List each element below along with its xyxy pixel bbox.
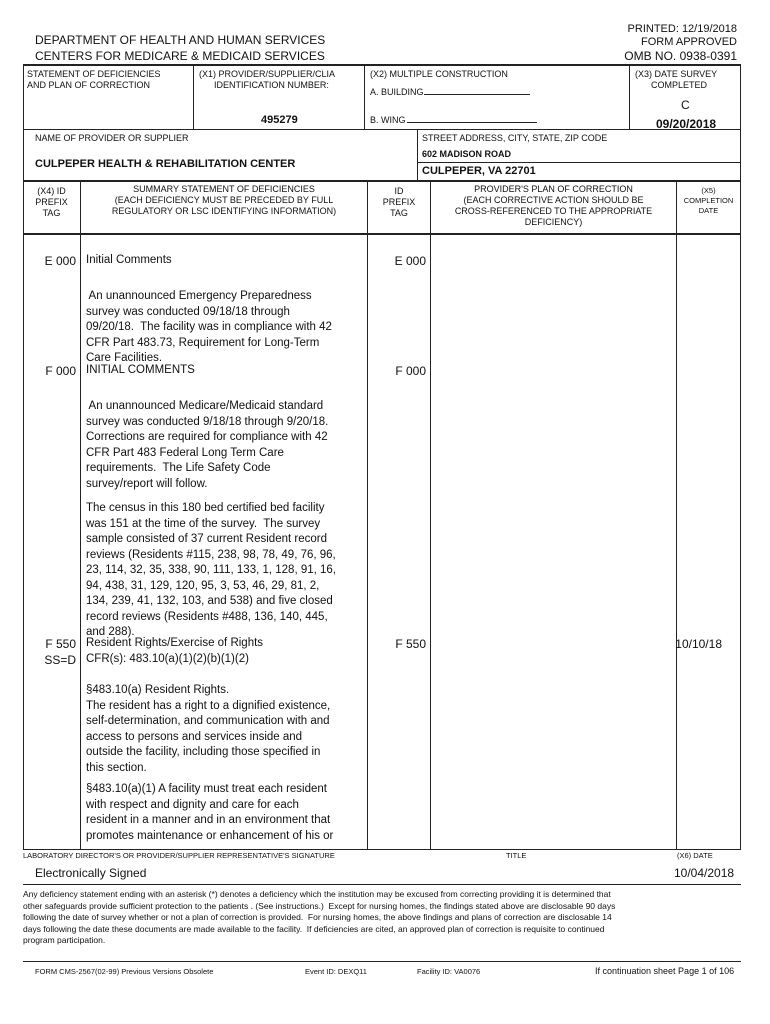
city-state-zip: CULPEPER, VA 22701 <box>422 165 536 177</box>
omb-number: OMB NO. 0938-0391 <box>624 49 737 63</box>
tag-f550: F 550 <box>45 637 76 651</box>
building-label: A. BUILDING <box>370 87 424 97</box>
survey-code: C <box>681 98 690 112</box>
wing-label: B. WING <box>370 115 406 125</box>
id-tag-f000: F 000 <box>395 364 426 378</box>
id-header: ID PREFIX TAG <box>382 186 416 218</box>
event-id: Event ID: DEXQ11 <box>305 967 367 976</box>
provider-name-label: NAME OF PROVIDER OR SUPPLIER <box>35 133 189 143</box>
e000-body: An unannounced Emergency Preparedness survey was conducted 09/18/18 through 09/20/18. The facility was in compliance with 42 CFR Part 483.73, Requirement for Long-Term Care Facilities. <box>86 290 332 364</box>
plan-header: PROVIDER'S PLAN OF CORRECTION (EACH CORRECTIVE ACTION SHOULD BE CROSS-REFERENCED TO THE APPROPRIATE DEFICIENCY) <box>454 184 653 227</box>
provider-id-number: 495279 <box>261 114 298 126</box>
f550-title: Resident Rights/Exercise of Rights CFR(s): 483.10(a)(1)(2)(b)(1)(2) <box>86 637 264 665</box>
f000-body: An unannounced Medicare/Medicaid standard survey was conducted 9/18/18 through 9/20/18. Corrections are required for compliance with 42 CFR Part 483 Federal Long Term Care requirements. The Life Safety Code survey/report will follow. <box>86 400 329 490</box>
form-number: FORM CMS-2567(02-99) Previous Versions Obsolete <box>35 967 214 976</box>
id-tag-f550: F 550 <box>395 637 426 651</box>
e000-title: Initial Comments <box>86 254 172 266</box>
statement-label: STATEMENT OF DEFICIENCIES <box>27 69 161 79</box>
signature-value: Electronically Signed <box>35 866 147 880</box>
x3-label-2: COMPLETED <box>651 80 708 90</box>
tag-e000: E 000 <box>44 254 76 268</box>
x1-label-2: IDENTIFICATION NUMBER: <box>214 80 329 90</box>
x1-label: (X1) PROVIDER/SUPPLIER/CLIA <box>199 69 336 79</box>
tag-f000: F 000 <box>45 364 76 378</box>
disclaimer: Any deficiency statement ending with an asterisk (*) denotes a deficiency which the institution may be excused from correcting providing it is determined that other safeguards provide sufficient protection to the patients . (See instructions.) Except for nursing homes, the findings stated above are disclosable 90 days following the date of survey whether or not a plan of correction is provided. For nursing homes, the above findings and plans of correction are disclosable 14 days following the date these documents are made available to the facility. If deficiencies are cited, an approved plan of correction is requisite to continued program participation. <box>23 889 616 945</box>
plan-label: AND PLAN OF CORRECTION <box>27 80 151 90</box>
facility-id: Facility ID: VA0076 <box>417 967 481 976</box>
x2-label: (X2) MULTIPLE CONSTRUCTION <box>370 69 508 79</box>
x3-label: (X3) DATE SURVEY <box>635 69 718 79</box>
x4-header: (X4) ID PREFIX TAG <box>35 186 68 218</box>
title-label: TITLE <box>506 851 527 860</box>
id-tag-e000: E 000 <box>394 254 426 268</box>
street-address: 602 MADISON ROAD <box>422 149 512 159</box>
department-name: DEPARTMENT OF HEALTH AND HUMAN SERVICES <box>35 33 326 47</box>
regulation-483-10a: §483.10(a) Resident Rights. The resident has a right to a dignified existence, self-determination, and communication with and access to persons and services inside and outside the facility, including those specified in this section. <box>86 684 331 774</box>
page-indicator: If continuation sheet Page 1 of 106 <box>595 966 735 976</box>
signature-date: 10/04/2018 <box>674 866 735 880</box>
address-label: STREET ADDRESS, CITY, STATE, ZIP CODE <box>422 133 608 143</box>
f000-title: INITIAL COMMENTS <box>86 364 195 376</box>
census-paragraph: The census in this 180 bed certified bed facility was 151 at the time of the survey. The survey sample consisted of 37 current Resident record reviews (Residents #115, 238, 98, 78, 49, 76, 96, 23, 114, 32, 35, 338, 90, 111, 133, 1, 128, 91, 16, 94, 438, 31, 129, 120, 95, 3, 53, 46, 29, 81, 2, 134, 239, 41, 132, 103, and 538) and five closed record reviews (Residents #488, 136, 140, 445, and 288). <box>86 502 337 638</box>
form-approved: FORM APPROVED <box>641 36 737 48</box>
provider-name: CULPEPER HEALTH & REHABILITATION CENTER <box>35 158 296 170</box>
survey-completed-date: 09/20/2018 <box>656 117 717 131</box>
signature-label: LABORATORY DIRECTOR'S OR PROVIDER/SUPPLIER REPRESENTATIVE'S SIGNATURE <box>23 851 335 860</box>
regulation-483-10a1: §483.10(a)(1) A facility must treat each resident with respect and dignity and care for each resident in a manner and in an environment that promotes maintenance or enhancement of his or <box>86 783 334 842</box>
scope-severity: SS=D <box>44 653 76 667</box>
x5-header: (X5) COMPLETION DATE <box>683 186 734 215</box>
printed-date: PRINTED: 12/19/2018 <box>627 23 737 35</box>
completion-date-f550: 10/10/18 <box>675 637 722 651</box>
summary-header: SUMMARY STATEMENT OF DEFICIENCIES (EACH DEFICIENCY MUST BE PRECEDED BY FULL REGULATORY OR LSC IDENTIFYING INFORMATION) <box>111 184 337 216</box>
date-label: (X6) DATE <box>677 851 713 860</box>
agency-name: CENTERS FOR MEDICARE & MEDICAID SERVICES <box>35 49 325 63</box>
